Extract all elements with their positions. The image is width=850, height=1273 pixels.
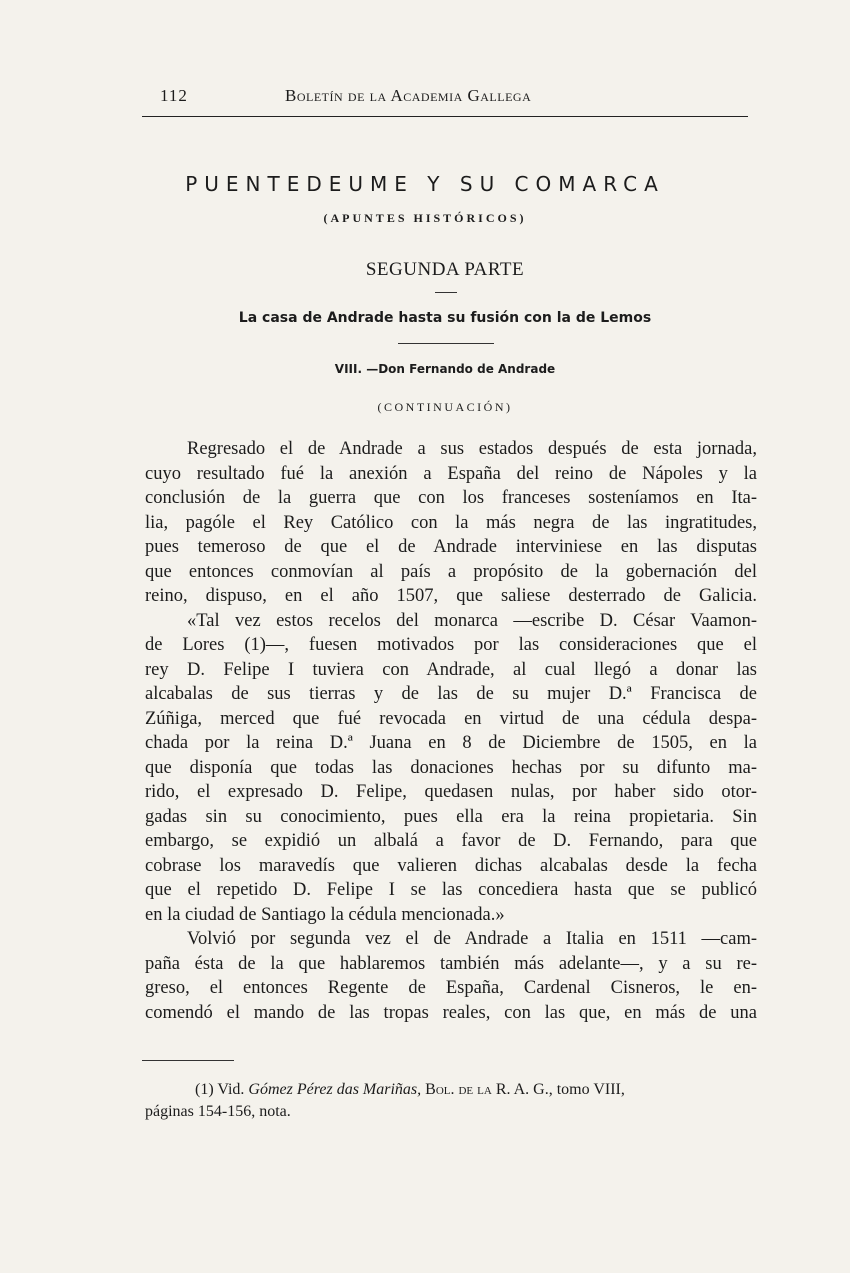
footnote-volume: tomo VIII, [556,1081,625,1098]
body-line: greso, el entonces Regente de España, Cardenal Cisneros, le en- [145,978,757,998]
body-line: reino, dispuso, en el año 1507, que saliese desterrado de Galicia. [145,586,757,606]
body-line: rido, el expresado D. Felipe, quedasen nulas, por haber sido otor- [145,782,757,802]
body-line: embargo, se expidió un albalá a favor de D. Fernando, para que [145,831,757,851]
part-divider [435,292,457,293]
body-line: alcabalas de sus tierras y de las de su mujer D.ª Francisca de [145,684,757,704]
footnote-work-title: Gómez Pérez das Mariñas, [248,1081,422,1098]
footnote-journal-ref: Bol. de la R. A. G., [425,1081,553,1098]
footnote-line [145,1079,757,1101]
chapter-divider [398,343,494,344]
article-subtitle: (APUNTES HISTÓRICOS) [323,211,527,225]
body-line: Zúñiga, merced que fué revocada en virtud de una cédula despa- [145,708,757,729]
body-line: pues temeroso de que el de Andrade interviniese en las disputas [145,537,757,557]
body-line: que entonces conmovían al país a propósito de la gobernación del [145,561,757,582]
body-line: cobrase los maravedís que valieren dichas alcabalas desde la fecha [145,855,757,876]
article-title: PUENTEDEUME Y SU COMARCA [185,172,665,196]
body-line: que el repetido D. Felipe I se las concediera hasta que se publicó [145,880,757,900]
chapter-title: La casa de Andrade hasta su fusión con la de Lemos [238,310,652,326]
body-line: cuyo resultado fué la anexión a España del reino de Nápoles y la [145,463,757,484]
body-line: paña ésta de la que hablaremos también más adelante—, y a su re- [145,953,757,974]
footnote-marker: (1) [195,1081,214,1098]
body-line: Regresado el de Andrade a sus estados después de esta jornada, [187,439,757,459]
body-line: «Tal vez estos recelos del monarca —escribe D. César Vaamon- [187,610,757,631]
continuation-label: (CONTINUACIÓN) [377,400,513,414]
footnote [145,1079,757,1123]
running-header [160,86,760,112]
body-line: de Lores (1)—, fuesen motivados por las consideraciones que el [145,635,757,655]
body-line: lia, pagóle el Rey Católico con la más negra de las ingratitudes, [145,512,757,533]
body-line: gadas sin su conocimiento, pues ella era la reina propietaria. Sin [145,806,757,827]
section-title: VIII. —Don Fernando de Andrade [334,362,556,376]
body-line: chada por la reina D.ª Juana en 8 de Diciembre de 1505, en la [145,733,757,753]
footnote-pages: páginas 154-156, nota. [145,1103,291,1120]
journal-title: Boletín de la Academia Gallega [285,86,532,105]
body-line: comendó el mando de las tropas reales, con las que, en más de una [145,1002,757,1023]
body-text [145,437,757,1025]
part-title: SEGUNDA PARTE [365,259,525,280]
header-rule [142,116,748,117]
body-line: que disponía que todas las donaciones hechas por su difunto ma- [145,757,757,778]
footnote-prefix: Vid. [217,1081,245,1098]
body-line: rey D. Felipe I tuviera con Andrade, al cual llegó a donar las [145,659,757,680]
body-line: conclusión de la guerra que con los franceses sosteníamos en Ita- [145,488,757,508]
body-line: en la ciudad de Santiago la cédula mencionada.» [145,904,505,925]
body-line: Volvió por segunda vez el de Andrade a Italia en 1511 —cam- [187,929,757,949]
footnote-rule [142,1060,234,1061]
page-number: 112 [160,86,188,105]
